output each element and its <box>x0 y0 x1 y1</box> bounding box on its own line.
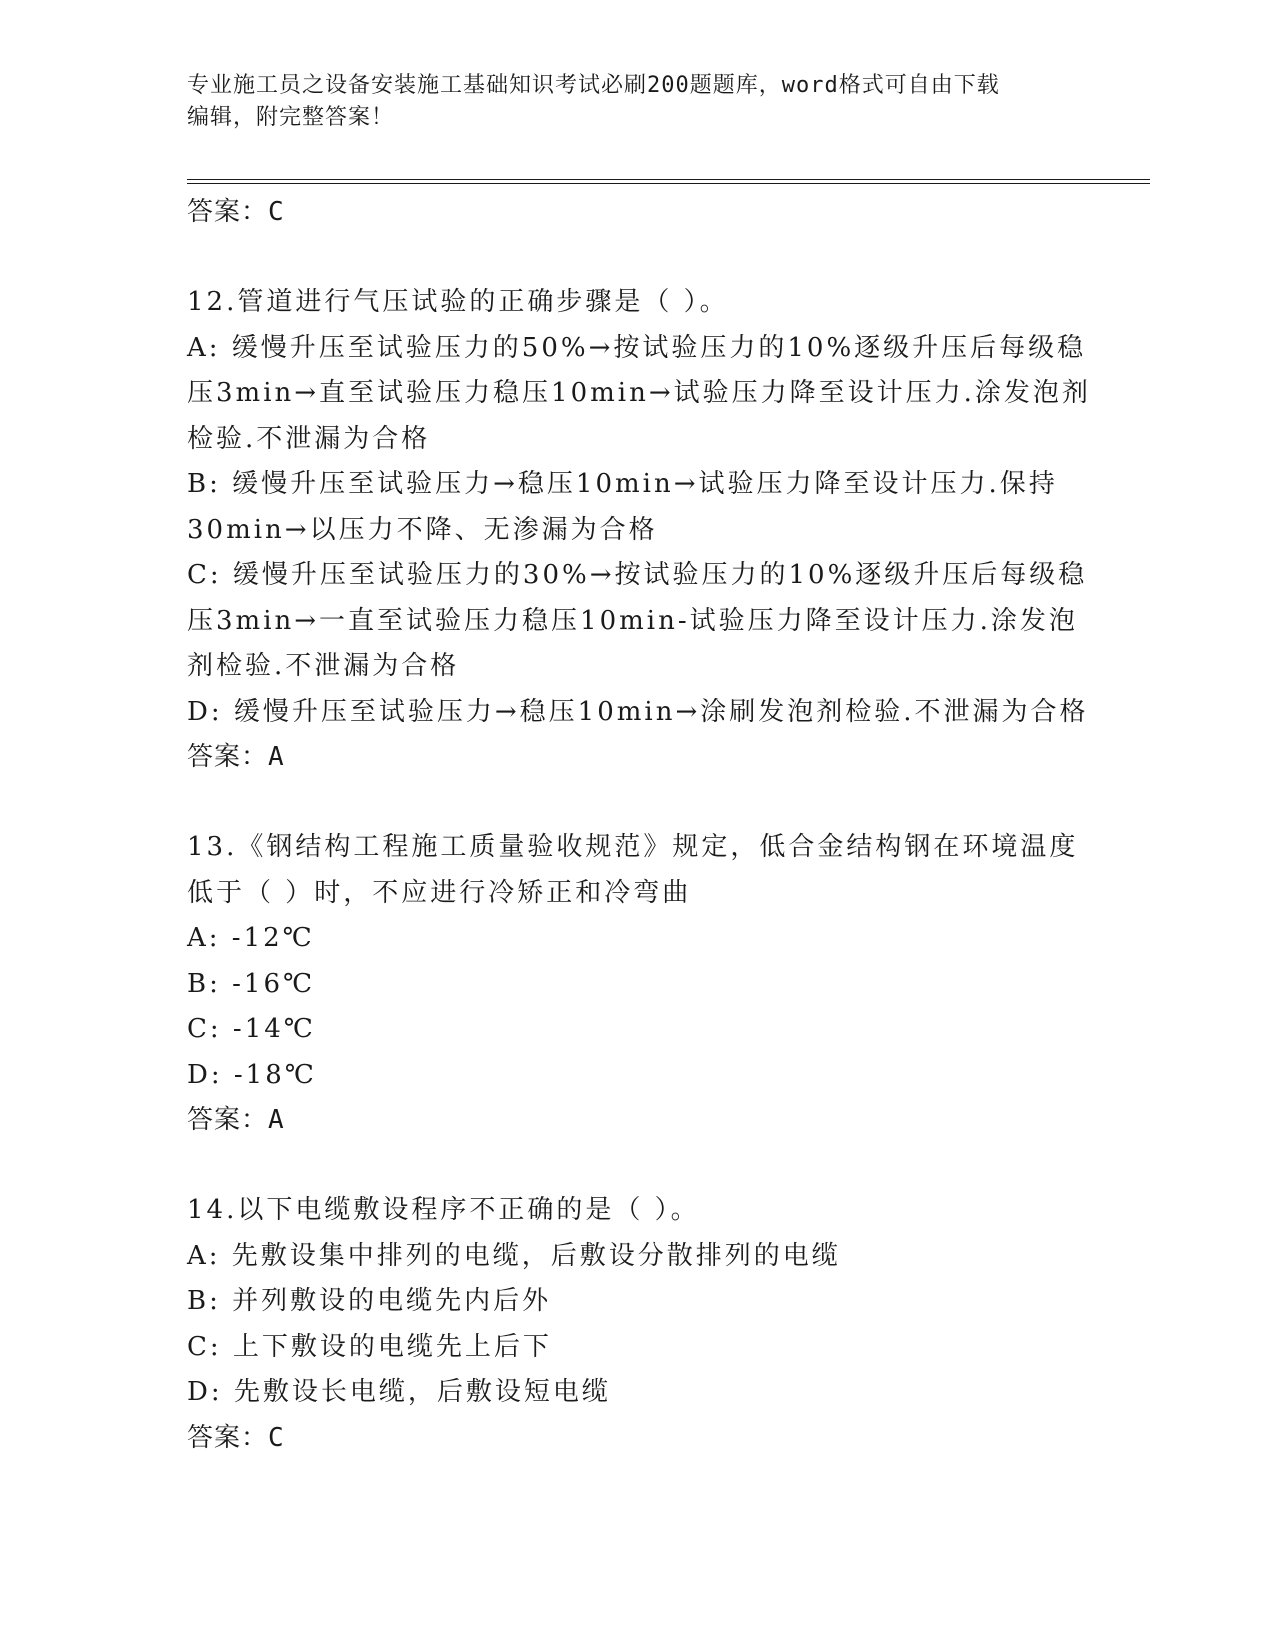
option-line: 压3min→一直至试验压力稳压10min-试验压力降至设计压力.涂发泡 <box>187 605 1078 636</box>
option-line: C: 缓慢升压至试验压力的30%→按试验压力的10%逐级升压后每级稳 <box>187 560 1088 590</box>
option-line: 剂检验.不泄漏为合格 <box>187 651 460 681</box>
option-a: A: 先敷设集中排列的电缆，后敷设分散排列的电缆 <box>187 1240 841 1271</box>
option-d: D: -18℃ <box>187 1059 317 1090</box>
header-line: 编辑，附完整答案！ <box>187 105 395 130</box>
page-header <box>187 70 1067 134</box>
option-d <box>187 690 1087 736</box>
option-line: B: 缓慢升压至试验压力→稳压10min→试验压力降至设计压力.保持 <box>187 469 1058 499</box>
question-text: 13.《钢结构工程施工质量验收规范》规定，低合金结构钢在环境温度 <box>187 832 1079 862</box>
option-b: B: 并列敷设的电缆先内后外 <box>187 1286 552 1316</box>
option-d: D: 先敷设长电缆，后敷设短电缆 <box>187 1377 611 1407</box>
answer: 答案：C <box>187 1422 285 1453</box>
option-line: D: 缓慢升压至试验压力→稳压10min→涂刷发泡剂检验.不泄漏为合格 <box>187 696 1089 727</box>
answer: 答案：A <box>187 1105 285 1135</box>
question-text: 14.以下电缆敷设程序不正确的是（ ）。 <box>187 1195 700 1225</box>
option-c <box>187 553 1087 690</box>
option-a <box>187 326 1091 463</box>
option-a: A: -12℃ <box>187 923 315 953</box>
previous-answer: 答案：C <box>187 197 285 227</box>
option-b <box>187 462 1087 553</box>
question-13 <box>187 825 1087 1142</box>
question-text: 低于（ ）时，不应进行冷矫正和冷弯曲 <box>187 877 692 908</box>
header-divider-top <box>187 179 1150 180</box>
option-line: 30min→以压力不降、无渗漏为合格 <box>187 514 658 545</box>
question-14 <box>187 1188 1087 1460</box>
question-12 <box>187 280 1091 779</box>
option-b: B: -16℃ <box>187 968 316 999</box>
header-line: 专业施工员之设备安装施工基础知识考试必刷200题题库，word格式可自由下载 <box>187 73 1000 98</box>
document-body <box>187 190 1091 1460</box>
option-c: C: -14℃ <box>187 1014 316 1044</box>
question-text: 12.管道进行气压试验的正确步骤是（ ）。 <box>187 287 729 317</box>
option-line: 压3min→直至试验压力稳压10min→试验压力降至设计压力.涂发泡剂 <box>187 378 1091 408</box>
option-line: A: 缓慢升压至试验压力的50%→按试验压力的10%逐级升压后每级稳 <box>187 332 1087 363</box>
answer: 答案：A <box>187 742 285 772</box>
option-line: 检验.不泄漏为合格 <box>187 423 431 454</box>
option-c: C: 上下敷设的电缆先上后下 <box>187 1331 552 1362</box>
header-divider-bottom <box>187 183 1150 184</box>
